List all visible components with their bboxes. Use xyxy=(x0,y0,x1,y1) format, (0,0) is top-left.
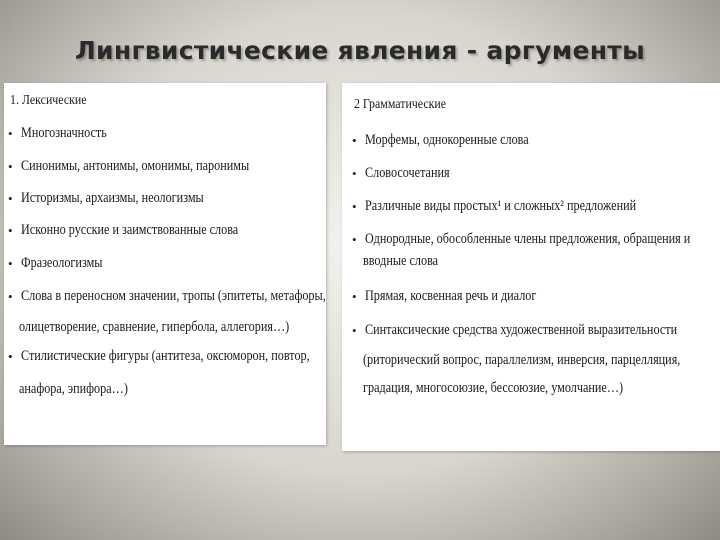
bullet-icon: • xyxy=(352,166,357,181)
bullet-icon: • xyxy=(8,256,13,271)
grammatical-item-text: Различные виды простых¹ и сложных² предложений xyxy=(365,198,637,214)
slide-title: Лингвистические явления - аргументы xyxy=(74,36,645,65)
bullet-icon: • xyxy=(8,349,13,364)
lexical-item-text: Многозначность xyxy=(21,125,107,141)
lexical-item-text: Стилистические фигуры (антитеза, оксюморон, повтор, xyxy=(21,348,310,364)
grammatical-item-text: Синтаксические средства художественной выразительности xyxy=(365,322,678,338)
lexical-item-text: Историзмы, архаизмы, неологизмы xyxy=(21,190,204,206)
bullet-icon: • xyxy=(352,199,357,214)
lexical-item-text: анафора, эпифора…) xyxy=(19,381,128,397)
lexical-item-text: Синонимы, антонимы, омонимы, паронимы xyxy=(21,158,250,174)
grammatical-heading: 2 Грамматические xyxy=(354,97,447,112)
bullet-icon: • xyxy=(352,133,357,148)
lexical-item-text: Исконно русские и заимствованные слова xyxy=(21,222,239,238)
bullet-icon: • xyxy=(352,289,357,304)
grammatical-item-text: Морфемы, однокоренные слова xyxy=(365,132,529,148)
grammatical-item-text: градация, многосоюзие, бессоюзие, умолчание…) xyxy=(363,380,624,396)
lexical-heading: 1. Лексические xyxy=(10,93,87,108)
grammatical-item-text: (риторический вопрос, параллелизм, инверсия, парцелляция, xyxy=(363,352,681,368)
grammatical-item-text: Однородные, обособленные члены предложения, обращения и xyxy=(365,231,691,247)
grammatical-item-text: Словосочетания xyxy=(365,165,450,181)
bullet-icon: • xyxy=(8,223,13,238)
lexical-item-text: Слова в переносном значении, тропы (эпитеты, метафоры, xyxy=(21,288,326,304)
bullet-icon: • xyxy=(8,159,13,174)
grammatical-panel xyxy=(342,83,720,451)
bullet-icon: • xyxy=(352,232,357,247)
bullet-icon: • xyxy=(8,289,13,304)
bullet-icon: • xyxy=(352,323,357,338)
lexical-item-text: олицетворение, сравнение, гипербола, аллегория…) xyxy=(19,319,290,335)
lexical-panel xyxy=(4,83,326,445)
bullet-icon: • xyxy=(8,126,13,141)
grammatical-item-text: вводные слова xyxy=(363,253,439,269)
grammatical-item-text: Прямая, косвенная речь и диалог xyxy=(365,288,537,304)
bullet-icon: • xyxy=(8,191,13,206)
lexical-item-text: Фразеологизмы xyxy=(21,255,103,271)
